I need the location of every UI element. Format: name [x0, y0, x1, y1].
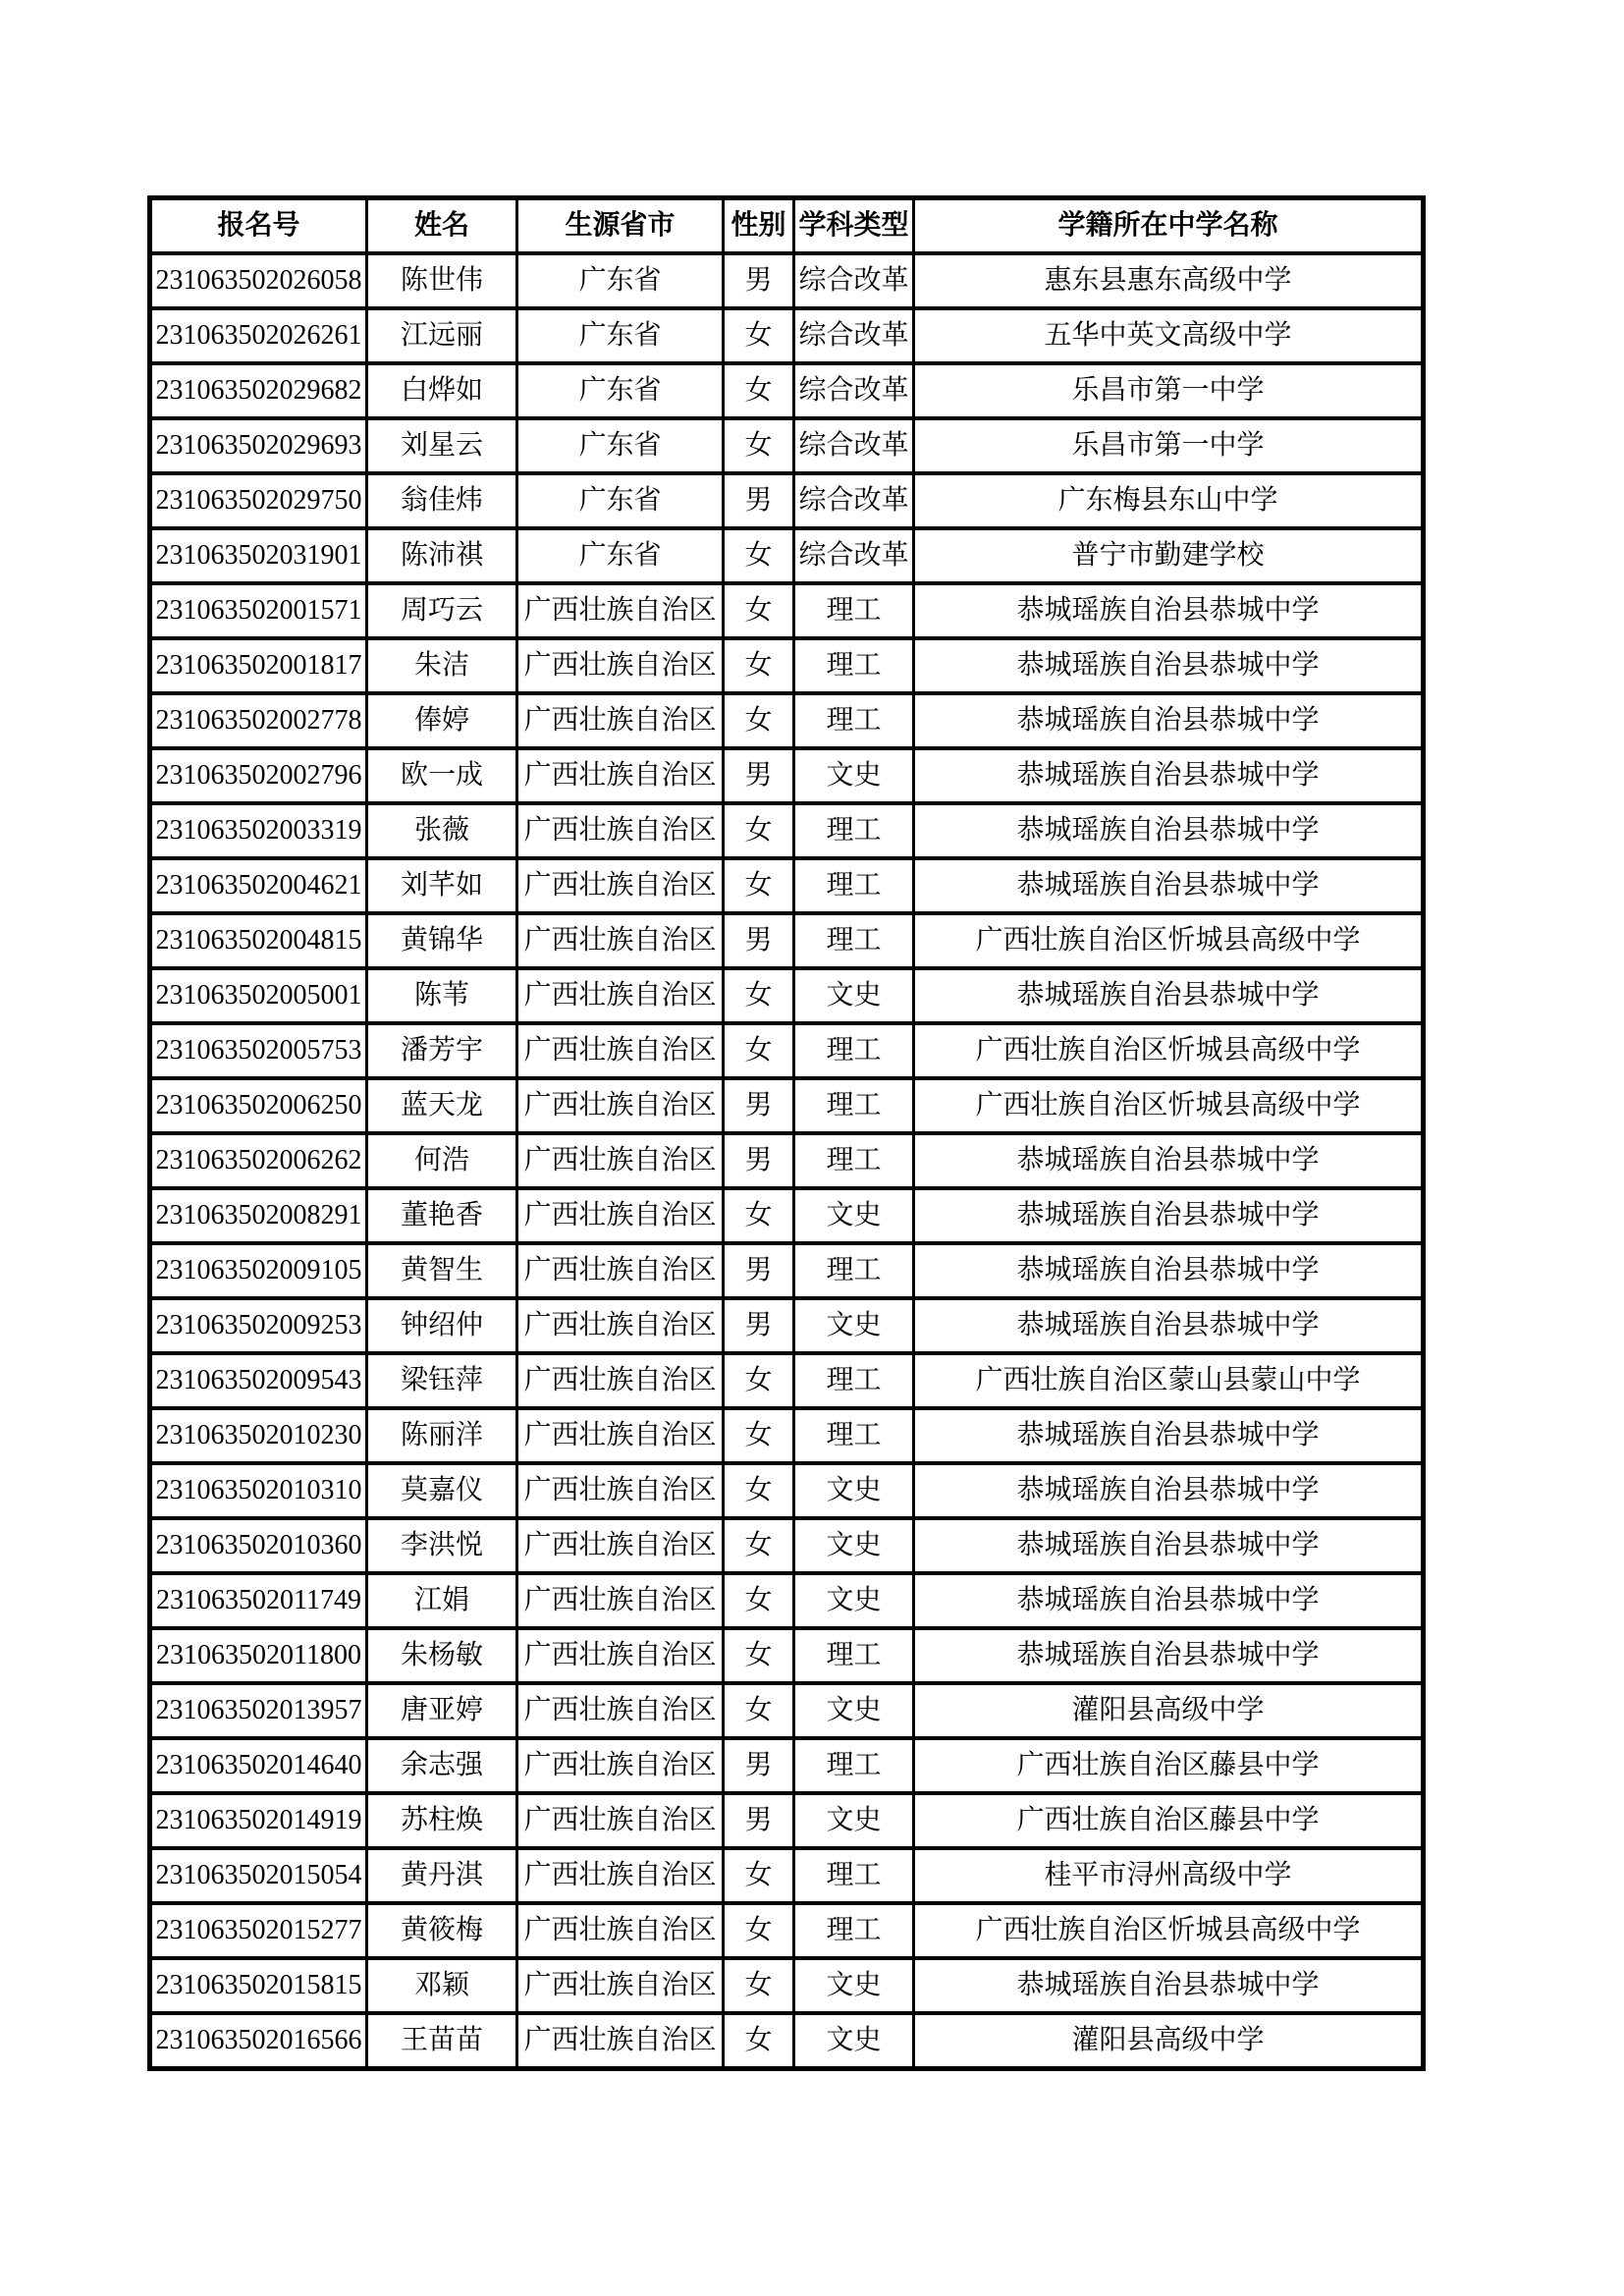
table-row [150, 1738, 1424, 1793]
table-row [150, 363, 1424, 418]
cell-reg-no: 231063502011749 [150, 1573, 367, 1628]
cell-province: 广西壮族自治区 [517, 1903, 724, 1958]
cell-school: 恭城瑶族自治县恭城中学 [914, 968, 1424, 1023]
cell-school: 恭城瑶族自治县恭城中学 [914, 1188, 1424, 1243]
table-row [150, 1133, 1424, 1188]
table-row [150, 638, 1424, 693]
cell-subject-type: 文史 [794, 1188, 914, 1243]
table-row [150, 583, 1424, 638]
table-row [150, 968, 1424, 1023]
table-row [150, 2013, 1424, 2069]
cell-school: 灌阳县高级中学 [914, 1683, 1424, 1738]
cell-gender: 女 [724, 1518, 794, 1573]
cell-province: 广西壮族自治区 [517, 1078, 724, 1133]
cell-province: 广西壮族自治区 [517, 2013, 724, 2069]
table-row [150, 1518, 1424, 1573]
cell-gender: 女 [724, 1463, 794, 1518]
cell-reg-no: 231063502004815 [150, 913, 367, 968]
cell-school: 恭城瑶族自治县恭城中学 [914, 748, 1424, 803]
cell-reg-no: 231063502010230 [150, 1408, 367, 1463]
cell-school: 恭城瑶族自治县恭城中学 [914, 803, 1424, 858]
cell-province: 广西壮族自治区 [517, 1958, 724, 2013]
cell-school: 广西壮族自治区蒙山县蒙山中学 [914, 1353, 1424, 1408]
cell-province: 广西壮族自治区 [517, 1848, 724, 1903]
table-row [150, 528, 1424, 583]
cell-province: 广西壮族自治区 [517, 968, 724, 1023]
cell-school: 广西壮族自治区忻城县高级中学 [914, 1903, 1424, 1958]
cell-reg-no: 231063502005753 [150, 1023, 367, 1078]
table-row [150, 1683, 1424, 1738]
cell-province: 广西壮族自治区 [517, 1023, 724, 1078]
cell-name: 李洪悦 [367, 1518, 517, 1573]
cell-name: 白烨如 [367, 363, 517, 418]
cell-name: 翁佳炜 [367, 473, 517, 528]
cell-reg-no: 231063502005001 [150, 968, 367, 1023]
cell-school: 五华中英文高级中学 [914, 308, 1424, 363]
cell-subject-type: 文史 [794, 1518, 914, 1573]
cell-subject-type: 文史 [794, 1958, 914, 2013]
student-roster-table [147, 195, 1426, 2071]
cell-reg-no: 231063502002796 [150, 748, 367, 803]
table-row [150, 1848, 1424, 1903]
cell-gender: 男 [724, 1243, 794, 1298]
cell-reg-no: 231063502006262 [150, 1133, 367, 1188]
cell-subject-type: 理工 [794, 1133, 914, 1188]
cell-school: 广西壮族自治区忻城县高级中学 [914, 1023, 1424, 1078]
cell-school: 广西壮族自治区忻城县高级中学 [914, 913, 1424, 968]
cell-school: 恭城瑶族自治县恭城中学 [914, 693, 1424, 748]
cell-gender: 女 [724, 858, 794, 913]
cell-subject-type: 理工 [794, 858, 914, 913]
cell-province: 广西壮族自治区 [517, 748, 724, 803]
cell-school: 广西壮族自治区藤县中学 [914, 1793, 1424, 1848]
cell-province: 广东省 [517, 418, 724, 473]
cell-reg-no: 231063502015815 [150, 1958, 367, 2013]
cell-school: 恭城瑶族自治县恭城中学 [914, 1958, 1424, 2013]
cell-gender: 男 [724, 1738, 794, 1793]
cell-province: 广西壮族自治区 [517, 1408, 724, 1463]
cell-reg-no: 231063502013957 [150, 1683, 367, 1738]
cell-name: 刘芊如 [367, 858, 517, 913]
cell-subject-type: 综合改革 [794, 253, 914, 308]
cell-name: 欧一成 [367, 748, 517, 803]
cell-name: 俸婷 [367, 693, 517, 748]
cell-gender: 女 [724, 1848, 794, 1903]
cell-gender: 女 [724, 583, 794, 638]
cell-province: 广西壮族自治区 [517, 1628, 724, 1683]
cell-school: 恭城瑶族自治县恭城中学 [914, 1518, 1424, 1573]
cell-school: 乐昌市第一中学 [914, 418, 1424, 473]
cell-subject-type: 文史 [794, 1463, 914, 1518]
cell-reg-no: 231063502029750 [150, 473, 367, 528]
table-row [150, 1078, 1424, 1133]
table-row [150, 1958, 1424, 2013]
cell-subject-type: 理工 [794, 913, 914, 968]
cell-subject-type: 文史 [794, 968, 914, 1023]
cell-subject-type: 综合改革 [794, 418, 914, 473]
cell-subject-type: 文史 [794, 1573, 914, 1628]
cell-school: 惠东县惠东高级中学 [914, 253, 1424, 308]
cell-name: 余志强 [367, 1738, 517, 1793]
cell-gender: 男 [724, 748, 794, 803]
cell-reg-no: 231063502008291 [150, 1188, 367, 1243]
table-row [150, 803, 1424, 858]
table-row [150, 1243, 1424, 1298]
cell-name: 邓颖 [367, 1958, 517, 2013]
cell-subject-type: 理工 [794, 803, 914, 858]
cell-name: 蓝天龙 [367, 1078, 517, 1133]
cell-province: 广东省 [517, 308, 724, 363]
cell-gender: 女 [724, 1628, 794, 1683]
cell-school: 广东梅县东山中学 [914, 473, 1424, 528]
table-row [150, 253, 1424, 308]
header-subject-type: 学科类型 [794, 198, 914, 254]
table-row [150, 1353, 1424, 1408]
cell-school: 恭城瑶族自治县恭城中学 [914, 858, 1424, 913]
cell-school: 灌阳县高级中学 [914, 2013, 1424, 2069]
cell-gender: 男 [724, 1298, 794, 1353]
cell-school: 恭城瑶族自治县恭城中学 [914, 1628, 1424, 1683]
cell-province: 广西壮族自治区 [517, 1738, 724, 1793]
cell-province: 广东省 [517, 253, 724, 308]
cell-reg-no: 231063502010310 [150, 1463, 367, 1518]
cell-name: 刘星云 [367, 418, 517, 473]
cell-reg-no: 231063502009543 [150, 1353, 367, 1408]
cell-province: 广西壮族自治区 [517, 583, 724, 638]
cell-name: 朱杨敏 [367, 1628, 517, 1683]
cell-reg-no: 231063502029693 [150, 418, 367, 473]
table-row [150, 1408, 1424, 1463]
cell-subject-type: 理工 [794, 1353, 914, 1408]
cell-name: 钟绍仲 [367, 1298, 517, 1353]
cell-province: 广西壮族自治区 [517, 913, 724, 968]
cell-gender: 女 [724, 1408, 794, 1463]
cell-gender: 女 [724, 803, 794, 858]
cell-province: 广西壮族自治区 [517, 1353, 724, 1408]
cell-subject-type: 理工 [794, 1078, 914, 1133]
cell-gender: 男 [724, 253, 794, 308]
cell-name: 朱洁 [367, 638, 517, 693]
cell-school: 恭城瑶族自治县恭城中学 [914, 1298, 1424, 1353]
header-reg-no: 报名号 [150, 198, 367, 254]
cell-name: 董艳香 [367, 1188, 517, 1243]
cell-province: 广西壮族自治区 [517, 1518, 724, 1573]
cell-subject-type: 文史 [794, 1298, 914, 1353]
cell-province: 广西壮族自治区 [517, 1683, 724, 1738]
cell-reg-no: 231063502009253 [150, 1298, 367, 1353]
cell-school: 普宁市勤建学校 [914, 528, 1424, 583]
cell-subject-type: 理工 [794, 1243, 914, 1298]
table-row [150, 1298, 1424, 1353]
cell-gender: 男 [724, 1133, 794, 1188]
cell-subject-type: 理工 [794, 1738, 914, 1793]
cell-gender: 女 [724, 1958, 794, 2013]
cell-province: 广西壮族自治区 [517, 1463, 724, 1518]
cell-subject-type: 理工 [794, 1408, 914, 1463]
cell-gender: 女 [724, 1683, 794, 1738]
header-gender: 性别 [724, 198, 794, 254]
table-row [150, 1903, 1424, 1958]
cell-province: 广西壮族自治区 [517, 1298, 724, 1353]
cell-province: 广西壮族自治区 [517, 1188, 724, 1243]
cell-reg-no: 231063502003319 [150, 803, 367, 858]
cell-school: 广西壮族自治区忻城县高级中学 [914, 1078, 1424, 1133]
cell-gender: 女 [724, 1188, 794, 1243]
cell-name: 张薇 [367, 803, 517, 858]
cell-name: 王苗苗 [367, 2013, 517, 2069]
cell-reg-no: 231063502014919 [150, 1793, 367, 1848]
cell-gender: 男 [724, 1078, 794, 1133]
cell-school: 恭城瑶族自治县恭城中学 [914, 1243, 1424, 1298]
cell-gender: 女 [724, 968, 794, 1023]
cell-gender: 男 [724, 1793, 794, 1848]
cell-gender: 女 [724, 2013, 794, 2069]
cell-gender: 女 [724, 308, 794, 363]
cell-name: 陈苇 [367, 968, 517, 1023]
table-row [150, 858, 1424, 913]
cell-reg-no: 231063502026261 [150, 308, 367, 363]
cell-reg-no: 231063502015277 [150, 1903, 367, 1958]
cell-reg-no: 231063502016566 [150, 2013, 367, 2069]
cell-gender: 男 [724, 473, 794, 528]
cell-school: 恭城瑶族自治县恭城中学 [914, 1463, 1424, 1518]
cell-subject-type: 综合改革 [794, 473, 914, 528]
cell-province: 广东省 [517, 473, 724, 528]
cell-school: 乐昌市第一中学 [914, 363, 1424, 418]
cell-subject-type: 综合改革 [794, 308, 914, 363]
cell-name: 周巧云 [367, 583, 517, 638]
cell-province: 广东省 [517, 363, 724, 418]
table-row [150, 473, 1424, 528]
cell-school: 恭城瑶族自治县恭城中学 [914, 638, 1424, 693]
cell-reg-no: 231063502026058 [150, 253, 367, 308]
cell-province: 广东省 [517, 528, 724, 583]
table-row [150, 1188, 1424, 1243]
cell-name: 江娟 [367, 1573, 517, 1628]
cell-name: 黄筱梅 [367, 1903, 517, 1958]
cell-reg-no: 231063502029682 [150, 363, 367, 418]
cell-gender: 女 [724, 1903, 794, 1958]
cell-province: 广西壮族自治区 [517, 693, 724, 748]
cell-reg-no: 231063502001571 [150, 583, 367, 638]
cell-name: 江远丽 [367, 308, 517, 363]
cell-province: 广西壮族自治区 [517, 1133, 724, 1188]
table-row [150, 1023, 1424, 1078]
cell-name: 梁钰萍 [367, 1353, 517, 1408]
cell-reg-no: 231063502009105 [150, 1243, 367, 1298]
cell-reg-no: 231063502015054 [150, 1848, 367, 1903]
cell-subject-type: 文史 [794, 748, 914, 803]
cell-name: 黄智生 [367, 1243, 517, 1298]
cell-subject-type: 综合改革 [794, 363, 914, 418]
cell-school: 广西壮族自治区藤县中学 [914, 1738, 1424, 1793]
cell-gender: 女 [724, 363, 794, 418]
cell-name: 陈沛祺 [367, 528, 517, 583]
cell-school: 桂平市浔州高级中学 [914, 1848, 1424, 1903]
cell-province: 广西壮族自治区 [517, 803, 724, 858]
cell-subject-type: 理工 [794, 1848, 914, 1903]
cell-school: 恭城瑶族自治县恭城中学 [914, 1408, 1424, 1463]
cell-name: 莫嘉仪 [367, 1463, 517, 1518]
cell-school: 恭城瑶族自治县恭城中学 [914, 583, 1424, 638]
cell-gender: 女 [724, 693, 794, 748]
table-row [150, 913, 1424, 968]
cell-subject-type: 文史 [794, 1683, 914, 1738]
table-row [150, 1793, 1424, 1848]
cell-reg-no: 231063502006250 [150, 1078, 367, 1133]
table-row [150, 308, 1424, 363]
cell-reg-no: 231063502014640 [150, 1738, 367, 1793]
cell-school: 恭城瑶族自治县恭城中学 [914, 1133, 1424, 1188]
cell-gender: 男 [724, 913, 794, 968]
header-province: 生源省市 [517, 198, 724, 254]
table-row [150, 748, 1424, 803]
cell-reg-no: 231063502002778 [150, 693, 367, 748]
cell-name: 潘芳宇 [367, 1023, 517, 1078]
header-name: 姓名 [367, 198, 517, 254]
cell-gender: 女 [724, 528, 794, 583]
cell-subject-type: 综合改革 [794, 528, 914, 583]
table-row [150, 693, 1424, 748]
table-row [150, 1573, 1424, 1628]
cell-subject-type: 理工 [794, 638, 914, 693]
cell-gender: 女 [724, 1573, 794, 1628]
table-header-row [150, 198, 1424, 254]
cell-name: 唐亚婷 [367, 1683, 517, 1738]
cell-province: 广西壮族自治区 [517, 1573, 724, 1628]
cell-subject-type: 理工 [794, 693, 914, 748]
cell-name: 陈丽洋 [367, 1408, 517, 1463]
table-row [150, 418, 1424, 473]
table-row [150, 1463, 1424, 1518]
cell-name: 黄锦华 [367, 913, 517, 968]
cell-reg-no: 231063502031901 [150, 528, 367, 583]
cell-subject-type: 文史 [794, 2013, 914, 2069]
cell-name: 黄丹淇 [367, 1848, 517, 1903]
cell-reg-no: 231063502011800 [150, 1628, 367, 1683]
cell-reg-no: 231063502004621 [150, 858, 367, 913]
cell-reg-no: 231063502010360 [150, 1518, 367, 1573]
cell-subject-type: 理工 [794, 1628, 914, 1683]
cell-name: 陈世伟 [367, 253, 517, 308]
cell-gender: 女 [724, 638, 794, 693]
cell-subject-type: 理工 [794, 1903, 914, 1958]
cell-province: 广西壮族自治区 [517, 638, 724, 693]
cell-province: 广西壮族自治区 [517, 1793, 724, 1848]
cell-school: 恭城瑶族自治县恭城中学 [914, 1573, 1424, 1628]
cell-reg-no: 231063502001817 [150, 638, 367, 693]
cell-name: 苏柱焕 [367, 1793, 517, 1848]
cell-name: 何浩 [367, 1133, 517, 1188]
cell-subject-type: 理工 [794, 583, 914, 638]
cell-province: 广西壮族自治区 [517, 858, 724, 913]
cell-province: 广西壮族自治区 [517, 1243, 724, 1298]
cell-gender: 女 [724, 1353, 794, 1408]
table-row [150, 1628, 1424, 1683]
cell-gender: 女 [724, 418, 794, 473]
cell-subject-type: 文史 [794, 1793, 914, 1848]
header-school: 学籍所在中学名称 [914, 198, 1424, 254]
cell-gender: 女 [724, 1023, 794, 1078]
cell-subject-type: 理工 [794, 1023, 914, 1078]
